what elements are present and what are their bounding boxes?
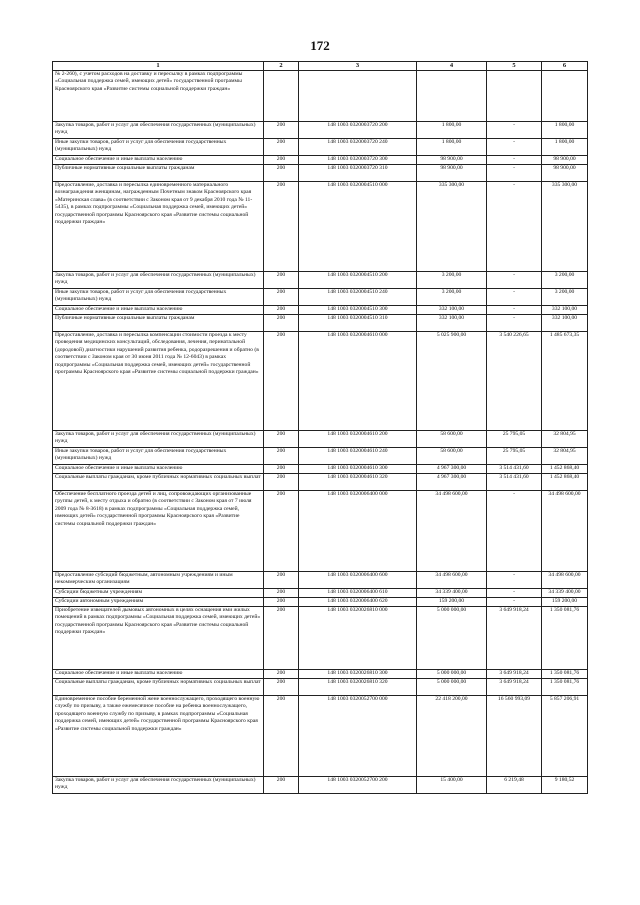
remaining-amount-cell: 1 452 868,40 — [542, 465, 588, 474]
admin-code-cell: 200 — [264, 474, 299, 491]
header-cell: 6 — [542, 62, 588, 71]
remaining-amount-cell: 34 339 400,00 — [542, 589, 588, 598]
table-row — [53, 696, 588, 777]
table-row — [53, 465, 588, 474]
remaining-amount-cell: 34 498 600,00 — [542, 491, 588, 572]
planned-amount-cell: 58 600,00 — [417, 431, 487, 448]
expense-name-cell: Социальное обеспечение и иные выплаты населению — [53, 465, 264, 474]
remaining-amount-cell: 98 900,00 — [542, 156, 588, 165]
table-row — [53, 607, 588, 670]
executed-amount-cell: - — [487, 139, 542, 156]
expense-name-cell: Иные закупки товаров, работ и услуг для обеспечения государственных (муниципальных) нужд — [53, 139, 264, 156]
budget-classification-cell: 148 1003 0320003720 240 — [299, 139, 417, 156]
executed-amount-cell: 3 540 226,65 — [487, 332, 542, 431]
expense-name-cell: Предоставление, доставка и пересылка единовременного материального вознаграждения женщинам, награжденным Почетным знаком Красноярского края «Материнская слава» (в соответствии с Законом края от 9 декабря 2010 года № 11-5435), в рамках подпрограммы «Социальная поддержка семей, имеющих детей» государственной программы Красноярского края «Развитие системы социальной поддержки граждан» — [53, 182, 264, 272]
budget-classification-cell: 148 1003 0320004510 240 — [299, 289, 417, 306]
budget-classification-cell: 148 1003 0320004510 000 — [299, 182, 417, 272]
planned-amount-cell: 3 200,00 — [417, 272, 487, 289]
table-row — [53, 332, 588, 431]
remaining-amount-cell: 34 498 600,00 — [542, 572, 588, 589]
budget-classification-cell: 148 1003 0320052700 200 — [299, 777, 417, 794]
remaining-amount-cell: 9 180,52 — [542, 777, 588, 794]
admin-code-cell: 200 — [264, 696, 299, 777]
remaining-amount-cell — [542, 71, 588, 122]
table-row — [53, 448, 588, 465]
executed-amount-cell: - — [487, 182, 542, 272]
table-row — [53, 182, 588, 272]
planned-amount-cell: 34 339 400,00 — [417, 589, 487, 598]
admin-code-cell: 200 — [264, 272, 299, 289]
table-body — [53, 71, 588, 794]
budget-classification-cell — [299, 71, 417, 122]
expense-name-cell: Социальные выплаты гражданам, кроме публичных нормативных социальных выплат — [53, 474, 264, 491]
table-row — [53, 139, 588, 156]
expense-name-cell: Закупка товаров, работ и услуг для обеспечения государственных (муниципальных) нужд — [53, 122, 264, 139]
planned-amount-cell: 5 025 900,00 — [417, 332, 487, 431]
remaining-amount-cell: 1 350 081,76 — [542, 679, 588, 696]
header-cell: 1 — [53, 62, 264, 71]
planned-amount-cell: 3 200,00 — [417, 289, 487, 306]
expense-name-cell: Субсидии бюджетным учреждениям — [53, 589, 264, 598]
expense-name-cell: Предоставление субсидий бюджетным, автономным учреждениям и иным некоммерческим организациям — [53, 572, 264, 589]
executed-amount-cell: 3 649 918,24 — [487, 670, 542, 679]
budget-classification-cell: 148 1003 0320003720 200 — [299, 122, 417, 139]
budget-classification-cell: 148 1003 0320004610 200 — [299, 431, 417, 448]
admin-code-cell: 200 — [264, 165, 299, 182]
admin-code-cell: 200 — [264, 139, 299, 156]
remaining-amount-cell: 98 900,00 — [542, 165, 588, 182]
table-row — [53, 670, 588, 679]
executed-amount-cell: - — [487, 156, 542, 165]
budget-classification-cell: 148 1003 0320004610 300 — [299, 465, 417, 474]
budget-classification-cell: 148 1003 0320004510 200 — [299, 272, 417, 289]
expense-name-cell: Субсидии автономным учреждениям — [53, 598, 264, 607]
planned-amount-cell: 332 100,00 — [417, 306, 487, 315]
remaining-amount-cell: 5 857 206,91 — [542, 696, 588, 777]
expense-name-cell: Социальное обеспечение и иные выплаты населению — [53, 156, 264, 165]
planned-amount-cell: 58 600,00 — [417, 448, 487, 465]
admin-code-cell: 200 — [264, 289, 299, 306]
executed-amount-cell: 25 795,05 — [487, 448, 542, 465]
planned-amount-cell: 1 800,00 — [417, 122, 487, 139]
table-row — [53, 315, 588, 332]
planned-amount-cell: 15 400,00 — [417, 777, 487, 794]
expense-name-cell: Закупка товаров, работ и услуг для обеспечения государственных (муниципальных) нужд — [53, 777, 264, 794]
table-row — [53, 572, 588, 589]
executed-amount-cell: 3 649 918,24 — [487, 679, 542, 696]
expense-name-cell: Обеспечение бесплатного проезда детей и лиц, сопровождающих организованные группы детей, к месту отдыха и обратно (в соответствии с Законом края от 7 июля 2009 года № 8-3618) в рамках подпрограммы «Социальная поддержка семей, имеющих детей» государственной программы Красноярского края «Развитие системы социальной поддержки граждан» — [53, 491, 264, 572]
planned-amount-cell: 5 000 000,00 — [417, 679, 487, 696]
admin-code-cell: 200 — [264, 315, 299, 332]
table-row — [53, 289, 588, 306]
expense-name-cell: Публичные нормативные социальные выплаты гражданам — [53, 165, 264, 182]
admin-code-cell: 200 — [264, 122, 299, 139]
planned-amount-cell: 5 000 000,00 — [417, 607, 487, 670]
planned-amount-cell: 98 900,00 — [417, 165, 487, 182]
budget-classification-cell: 148 1003 0320004510 310 — [299, 315, 417, 332]
executed-amount-cell: 3 514 431,60 — [487, 474, 542, 491]
planned-amount-cell — [417, 71, 487, 122]
table-row — [53, 679, 588, 696]
executed-amount-cell: - — [487, 589, 542, 598]
admin-code-cell: 200 — [264, 491, 299, 572]
budget-classification-cell: 148 1003 0320006400 620 — [299, 598, 417, 607]
table-row — [53, 777, 588, 794]
remaining-amount-cell: 1 350 081,76 — [542, 607, 588, 670]
remaining-amount-cell: 1 800,00 — [542, 139, 588, 156]
planned-amount-cell: 332 100,00 — [417, 315, 487, 332]
planned-amount-cell: 4 967 300,00 — [417, 465, 487, 474]
planned-amount-cell: 34 498 600,00 — [417, 491, 487, 572]
executed-amount-cell: 3 649 918,24 — [487, 607, 542, 670]
admin-code-cell: 200 — [264, 679, 299, 696]
expense-name-cell: Иные закупки товаров, работ и услуг для обеспечения государственных (муниципальных) нужд — [53, 289, 264, 306]
expense-name-cell: Социальные выплаты гражданам, кроме публичных нормативных социальных выплат — [53, 679, 264, 696]
admin-code-cell: 200 — [264, 572, 299, 589]
expense-name-cell: Социальное обеспечение и иные выплаты населению — [53, 670, 264, 679]
budget-classification-cell: 148 1003 0320052700 000 — [299, 696, 417, 777]
executed-amount-cell: - — [487, 122, 542, 139]
executed-amount-cell: - — [487, 289, 542, 306]
expense-name-cell: Приобретение извещателей дымовых автономных в целях оснащения ими жилых помещений в рамках подпрограммы «Социальная поддержка семей, имеющих детей» государственной программы Красноярского края «Развитие системы социальной поддержки граждан» — [53, 607, 264, 670]
budget-classification-cell: 148 1003 0320006400 000 — [299, 491, 417, 572]
table-row — [53, 474, 588, 491]
executed-amount-cell: 25 795,05 — [487, 431, 542, 448]
remaining-amount-cell: 32 804,95 — [542, 431, 588, 448]
admin-code-cell: 200 — [264, 607, 299, 670]
expense-name-cell: Закупка товаров, работ и услуг для обеспечения государственных (муниципальных) нужд — [53, 272, 264, 289]
admin-code-cell: 200 — [264, 306, 299, 315]
budget-classification-cell: 148 1003 0320003720 300 — [299, 156, 417, 165]
budget-classification-cell: 148 1003 0320026810 000 — [299, 607, 417, 670]
executed-amount-cell: 16 560 993,09 — [487, 696, 542, 777]
header-cell: 2 — [264, 62, 299, 71]
executed-amount-cell: - — [487, 491, 542, 572]
admin-code-cell: 200 — [264, 589, 299, 598]
expense-name-cell: Закупка товаров, работ и услуг для обеспечения государственных (муниципальных) нужд — [53, 431, 264, 448]
remaining-amount-cell: 1 452 868,40 — [542, 474, 588, 491]
planned-amount-cell: 5 000 000,00 — [417, 670, 487, 679]
expense-name-cell: № 2-260), с учетом расходов на доставку и пересылку в рамках подпрограммы «Социальная поддержка семей, имеющих детей» государственной программы Красноярского края «Развитие системы социальной поддержки граждан» — [53, 71, 264, 122]
executed-amount-cell: - — [487, 306, 542, 315]
remaining-amount-cell: 332 100,00 — [542, 306, 588, 315]
header-cell: 3 — [299, 62, 417, 71]
admin-code-cell: 200 — [264, 670, 299, 679]
page-number: 172 — [310, 38, 330, 53]
budget-classification-cell: 148 1003 0320004610 000 — [299, 332, 417, 431]
planned-amount-cell: 159 200,00 — [417, 598, 487, 607]
table-row — [53, 431, 588, 448]
remaining-amount-cell: 332 100,00 — [542, 315, 588, 332]
budget-classification-cell: 148 1003 0320004610 320 — [299, 474, 417, 491]
planned-amount-cell: 4 967 300,00 — [417, 474, 487, 491]
executed-amount-cell: - — [487, 165, 542, 182]
budget-classification-cell: 148 1003 0320004510 300 — [299, 306, 417, 315]
remaining-amount-cell: 3 200,00 — [542, 289, 588, 306]
budget-classification-cell: 148 1003 0320026810 320 — [299, 679, 417, 696]
admin-code-cell: 200 — [264, 465, 299, 474]
planned-amount-cell: 34 498 600,00 — [417, 572, 487, 589]
table-row — [53, 272, 588, 289]
admin-code-cell: 200 — [264, 777, 299, 794]
admin-code-cell: 200 — [264, 448, 299, 465]
admin-code-cell: 200 — [264, 156, 299, 165]
header-cell: 4 — [417, 62, 487, 71]
table-row — [53, 165, 588, 182]
table-row — [53, 122, 588, 139]
remaining-amount-cell: 1 485 673,35 — [542, 332, 588, 431]
budget-classification-cell: 148 1003 0320003720 310 — [299, 165, 417, 182]
executed-amount-cell: - — [487, 572, 542, 589]
expense-name-cell: Предоставление, доставка и пересылка компенсации стоимости проезда к месту проведения медицинских консультаций, обследования, лечения, перинатальной (дородовой) диагностики нарушений развития ребенка, родоразрешения и обратно (в соответствии с Законом края от 30 июня 2011 года № 12-6043) в рамках подпрограммы «Социальная поддержка семей, имеющих детей» государственной программы Красноярского края «Развитие системы социальной поддержки граждан» — [53, 332, 264, 431]
admin-code-cell: 200 — [264, 182, 299, 272]
executed-amount-cell: - — [487, 272, 542, 289]
admin-code-cell: 200 — [264, 431, 299, 448]
executed-amount-cell — [487, 71, 542, 122]
header-row — [53, 62, 588, 71]
table-row — [53, 589, 588, 598]
expense-name-cell: Публичные нормативные социальные выплаты гражданам — [53, 315, 264, 332]
executed-amount-cell: 3 514 431,60 — [487, 465, 542, 474]
admin-code-cell: 200 — [264, 598, 299, 607]
table-row — [53, 306, 588, 315]
budget-classification-cell: 148 1003 0320006400 610 — [299, 589, 417, 598]
budget-table — [52, 61, 588, 794]
executed-amount-cell: - — [487, 598, 542, 607]
budget-classification-cell: 148 1003 0320026810 300 — [299, 670, 417, 679]
remaining-amount-cell: 3 200,00 — [542, 272, 588, 289]
budget-classification-cell: 148 1003 0320004610 240 — [299, 448, 417, 465]
planned-amount-cell: 98 900,00 — [417, 156, 487, 165]
remaining-amount-cell: 1 800,00 — [542, 122, 588, 139]
remaining-amount-cell: 335 300,00 — [542, 182, 588, 272]
admin-code-cell: 200 — [264, 332, 299, 431]
remaining-amount-cell: 159 200,00 — [542, 598, 588, 607]
table-row — [53, 71, 588, 122]
remaining-amount-cell: 1 350 081,76 — [542, 670, 588, 679]
planned-amount-cell: 335 300,00 — [417, 182, 487, 272]
table-row — [53, 156, 588, 165]
header-cell: 5 — [487, 62, 542, 71]
executed-amount-cell: - — [487, 315, 542, 332]
expense-name-cell: Иные закупки товаров, работ и услуг для обеспечения государственных (муниципальных) нужд — [53, 448, 264, 465]
expense-name-cell: Социальное обеспечение и иные выплаты населению — [53, 306, 264, 315]
admin-code-cell — [264, 71, 299, 122]
budget-classification-cell: 148 1003 0320006400 600 — [299, 572, 417, 589]
expense-name-cell: Единовременное пособие беременной жене военнослужащего, проходящего военную службу по призыву, а также ежемесячное пособие на ребенка военнослужащего, проходящего военную службу по призыву, в рамках подпрограммы «Социальная поддержка семей, имеющих детей» государственной программы Красноярского края «Развитие системы социальной поддержки граждан» — [53, 696, 264, 777]
remaining-amount-cell: 32 804,95 — [542, 448, 588, 465]
table-row — [53, 491, 588, 572]
executed-amount-cell: 6 219,48 — [487, 777, 542, 794]
planned-amount-cell: 1 800,00 — [417, 139, 487, 156]
planned-amount-cell: 22 418 200,00 — [417, 696, 487, 777]
table-row — [53, 598, 588, 607]
